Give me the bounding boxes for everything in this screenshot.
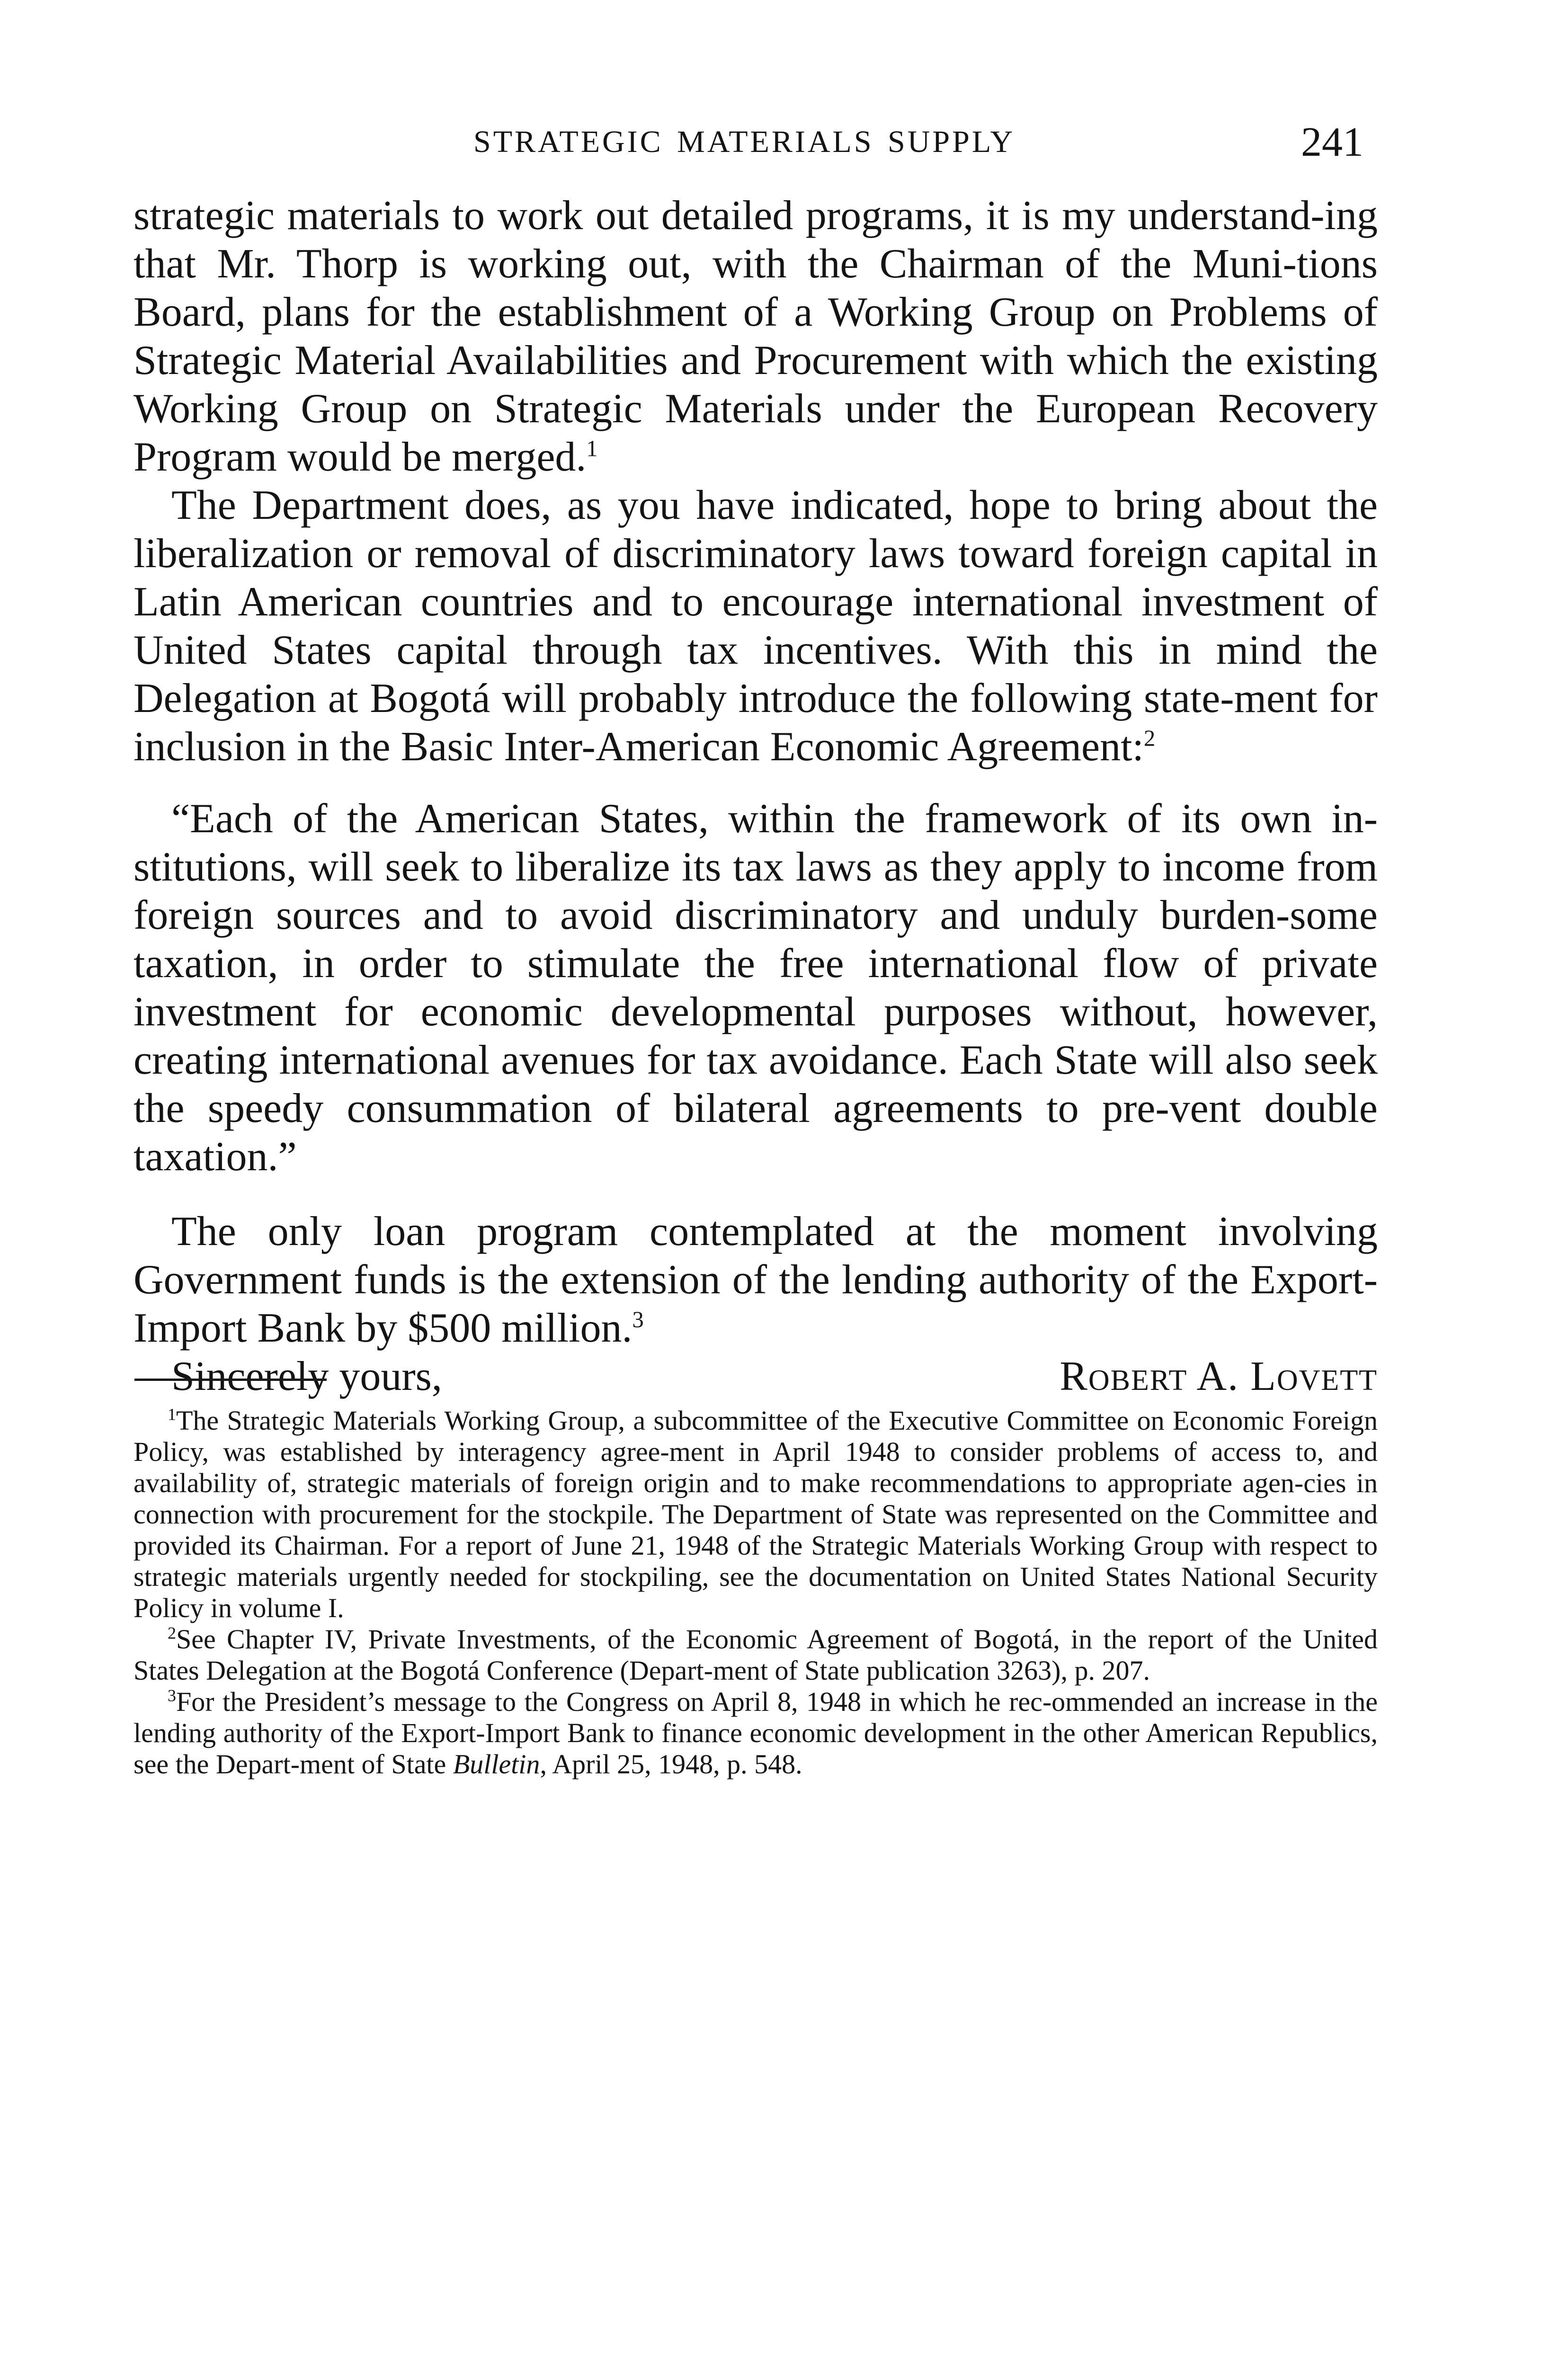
footnote-1-number: 1 — [168, 1405, 176, 1424]
page-number: 241 — [1301, 119, 1363, 165]
footnote-3 — [134, 1686, 1378, 1780]
footnote-1 — [134, 1405, 1378, 1624]
running-head — [0, 118, 1568, 170]
paragraph-3 — [134, 1208, 1378, 1353]
body-text — [134, 192, 1378, 1401]
footnote-3-bulletin: Bulletin — [453, 1749, 540, 1780]
footnote-3-text-b: , April 25, 1948, p. 548. — [540, 1749, 802, 1780]
footnote-3-number: 3 — [168, 1686, 176, 1705]
running-title: STRATEGIC MATERIALS SUPPLY — [473, 125, 1016, 159]
footnotes — [134, 1405, 1378, 1780]
footnote-ref-1: 1 — [586, 436, 598, 462]
paragraph-1-text: strategic materials to work out detailed programs, it is my understand-ing that Mr. Thorp is working out, with the Chairman of the Muni-tions Board, plans for the establishment of a Working Group on Problems of Strategic Material Availabilities and Procurement with which the existing Working Group on Strategic Materials under the European Recovery Program would be merged. — [134, 193, 1378, 480]
paragraph-3-text: The only loan program contemplated at the moment involving Government funds is the extension of the lending authority of the Export-Import Bank by $500 million. — [134, 1209, 1378, 1351]
closing-block — [134, 1353, 1378, 1401]
paragraph-2-text: The Department does, as you have indicated, hope to bring about the liberalization or removal of discriminatory laws toward foreign capital in Latin American countries and to encourage international investment of United States capital through tax incentives. With this in mind the Delegation at Bogotá will probably introduce the following state-ment for inclusion in the Basic Inter-American Economic Agreement: — [134, 482, 1378, 770]
footnote-divider — [134, 1379, 327, 1381]
footnote-ref-2: 2 — [1144, 726, 1156, 751]
footnote-1-text: The Strategic Materials Working Group, a subcommittee of the Executive Committee on Economic Foreign Policy, was established by interagency agree-ment in April 1948 to consider problems of access to, and availability of, strategic materials of foreign origin and to make recommendations to appropriate agen-cies in connection with procurement for the stockpile. The Department of State was represented on the Committee and provided its Chairman. For a report of June 21, 1948 of the Strategic Materials Working Group with respect to strategic materials urgently needed for stockpiling, see the documentation on United States National Security Policy in volume I. — [134, 1405, 1378, 1623]
closing-salutation: Sincerely yours, — [171, 1353, 442, 1399]
paragraph-1 — [134, 192, 1378, 481]
footnote-2-text: See Chapter IV, Private Investments, of the Economic Agreement of Bogotá, in the report of the United States Delegation at the Bogotá Conference (Depart-ment of State publication 3263), p. 207. — [134, 1624, 1378, 1686]
signature: Robert A. Lovett — [1060, 1353, 1378, 1399]
footnote-ref-3: 3 — [632, 1307, 644, 1333]
footnote-2 — [134, 1624, 1378, 1686]
footnote-3-text-a: For the President’s message to the Congress on April 8, 1948 in which he rec-ommended an increase in the lending authority of the Export-Import Bank to finance economic development in the other American Republics, see the Depart-ment of State — [134, 1686, 1378, 1780]
paragraph-2 — [134, 481, 1378, 771]
quoted-statement: “Each of the American States, within the framework of its own in-stitutions, will seek to liberalize its tax laws as they apply to income from foreign sources and to avoid discriminatory and unduly burden-some taxation, in order to stimulate the free international flow of private investment for economic developmental purposes without, however, creating international avenues for tax avoidance. Each State will also seek the speedy consummation of bilateral agreements to pre-vent double taxation.” — [134, 796, 1378, 1180]
footnote-2-number: 2 — [168, 1623, 176, 1643]
